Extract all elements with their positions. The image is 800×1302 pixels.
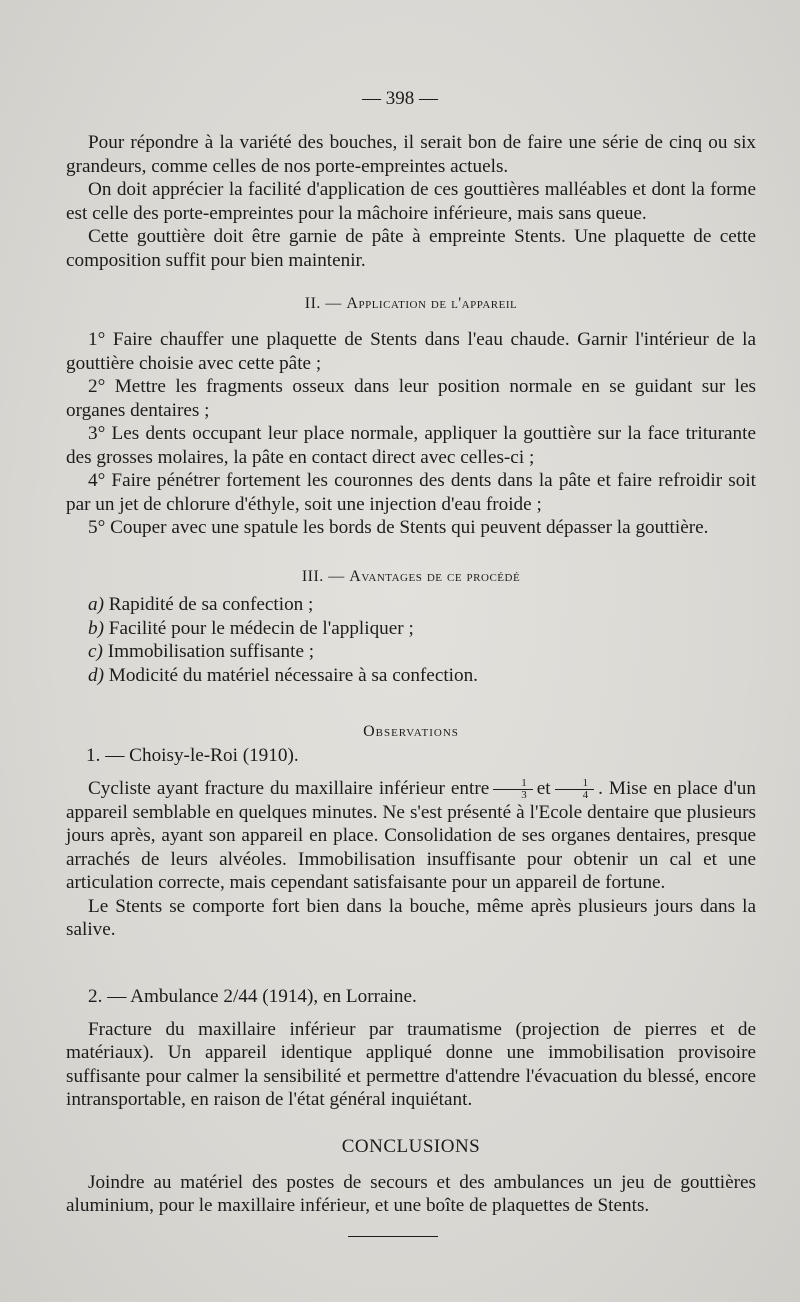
- observation-2: [66, 985, 756, 1112]
- section-heading-application: [66, 292, 756, 316]
- fraction-denominator: 4: [582, 788, 589, 801]
- closing-rule: [348, 1236, 438, 1237]
- conclusions-section: [66, 1135, 756, 1218]
- advantage-item: [66, 593, 756, 617]
- item-letter: d): [88, 664, 104, 686]
- step-item: 5° Couper avec une spatule les bords de Stents qui peuvent dépasser la gouttière.: [88, 517, 709, 538]
- obs1-text-end: . Mise en place d'un appareil semblable en quelques minutes. Ne s'est présenté à l'Ecole dentaire que plusieurs jours après, ayant son appareil en place. Consolidation de ses organes dentaires, presque arrachés de leurs alvéoles. Immobilisation insuffisante pour obtenir un cal et une articulation correcte, mais cependant satisfaisante pour un appareil de fortune.: [66, 777, 756, 894]
- fraction-numerator: 1: [493, 778, 533, 790]
- observation-1-paragraph: [66, 777, 756, 895]
- section-numeral: III. —: [301, 568, 350, 585]
- observations-title: Observations: [363, 723, 459, 740]
- step-item: 1° Faire chauffer une plaquette de Stents dans l'eau chaude. Garnir l'intérieur de la gouttière choisie avec cette pâte ;: [66, 329, 756, 374]
- observation-1-paragraph-2: Le Stents se comporte fort bien dans la bouche, même après plusieurs jours dans la salive.: [66, 895, 756, 941]
- fraction-one-third: [493, 778, 533, 801]
- step-item: 2° Mettre les fragments osseux dans leur position normale en se guidant sur les organes dentaires ;: [66, 376, 756, 421]
- section-advantages: [66, 565, 756, 589]
- observation-1-heading: 1. — Choisy-le-Roi (1910).: [86, 745, 299, 766]
- obs1-text-start: Cycliste ayant fracture du maxillaire inférieur entre: [88, 777, 490, 799]
- advantage-item: [66, 617, 756, 641]
- item-text: Modicité du matériel nécessaire à sa confection.: [103, 664, 478, 686]
- item-text: Immobilisation suffisante ;: [102, 641, 315, 662]
- section-numeral: II. —: [304, 295, 347, 312]
- fraction-denominator: 3: [521, 788, 527, 801]
- section-title: Avantages de ce procédé: [349, 568, 521, 585]
- advantages-list: [66, 593, 756, 687]
- advantage-item: [66, 664, 756, 688]
- step-item: 3° Les dents occupant leur place normale, appliquer la gouttière sur la face triturante des grosses molaires, la pâte en contact direct avec celles-ci ;: [66, 423, 756, 468]
- intro-paragraph-1: Pour répondre à la variété des bouches, il serait bon de faire une série de cinq ou six grandeurs, comme celles de nos porte-empreintes actuels.: [66, 132, 756, 177]
- intro-paragraph-2: On doit apprécier la facilité d'application de ces gouttières malléables et dont la forme est celle des porte-empreintes pour la mâchoire inférieure, mais sans queue.: [66, 179, 756, 224]
- obs1-et: et: [536, 777, 551, 799]
- item-text: Facilité pour le médecin de l'appliquer ;: [103, 617, 414, 639]
- item-letter: b): [88, 617, 104, 639]
- item-text: Rapidité de sa confection ;: [103, 594, 314, 615]
- application-steps: [66, 328, 756, 540]
- section-heading-advantages: [66, 565, 756, 589]
- fraction-one-fourth: [555, 778, 595, 801]
- step-item: 4° Faire pénétrer fortement les couronnes des dents dans la pâte et faire refroidir soit par un jet de chlorure d'éthyle, soit une injection d'eau froide ;: [66, 470, 756, 515]
- advantage-item: [66, 640, 756, 664]
- page-number: — 398 —: [362, 88, 438, 109]
- section-title: Application de l'appareil: [346, 295, 518, 312]
- conclusions-paragraph: Joindre au matériel des postes de secours et des ambulances un jeu de gouttières aluminium, pour le maxillaire inférieur, et une boîte de plaquettes de Stents.: [66, 1171, 756, 1216]
- intro-paragraph-3: Cette gouttière doit être garnie de pâte à empreinte Stents. Une plaquette de cette composition suffit pour bien maintenir.: [66, 226, 756, 271]
- observations-heading-block: [66, 720, 756, 744]
- item-letter: c): [88, 641, 103, 662]
- observation-2-heading: 2. — Ambulance 2/44 (1914), en Lorraine.: [88, 986, 417, 1007]
- section-application: [66, 292, 756, 316]
- observation-2-paragraph: Fracture du maxillaire inférieur par traumatisme (projection de pierres et de matériaux). Un appareil identique appliqué donne une immobilisation provisoire suffisante pour calmer la sensibilité et permettre d'attendre l'évacuation du blessé, encore intransportable, en raison de l'état général inquiétant.: [66, 1018, 756, 1110]
- fraction-numerator: 1: [555, 778, 595, 790]
- intro-section: [66, 131, 756, 272]
- item-letter: a): [88, 594, 104, 615]
- observation-1: [66, 744, 756, 942]
- conclusions-title: CONCLUSIONS: [341, 1136, 481, 1157]
